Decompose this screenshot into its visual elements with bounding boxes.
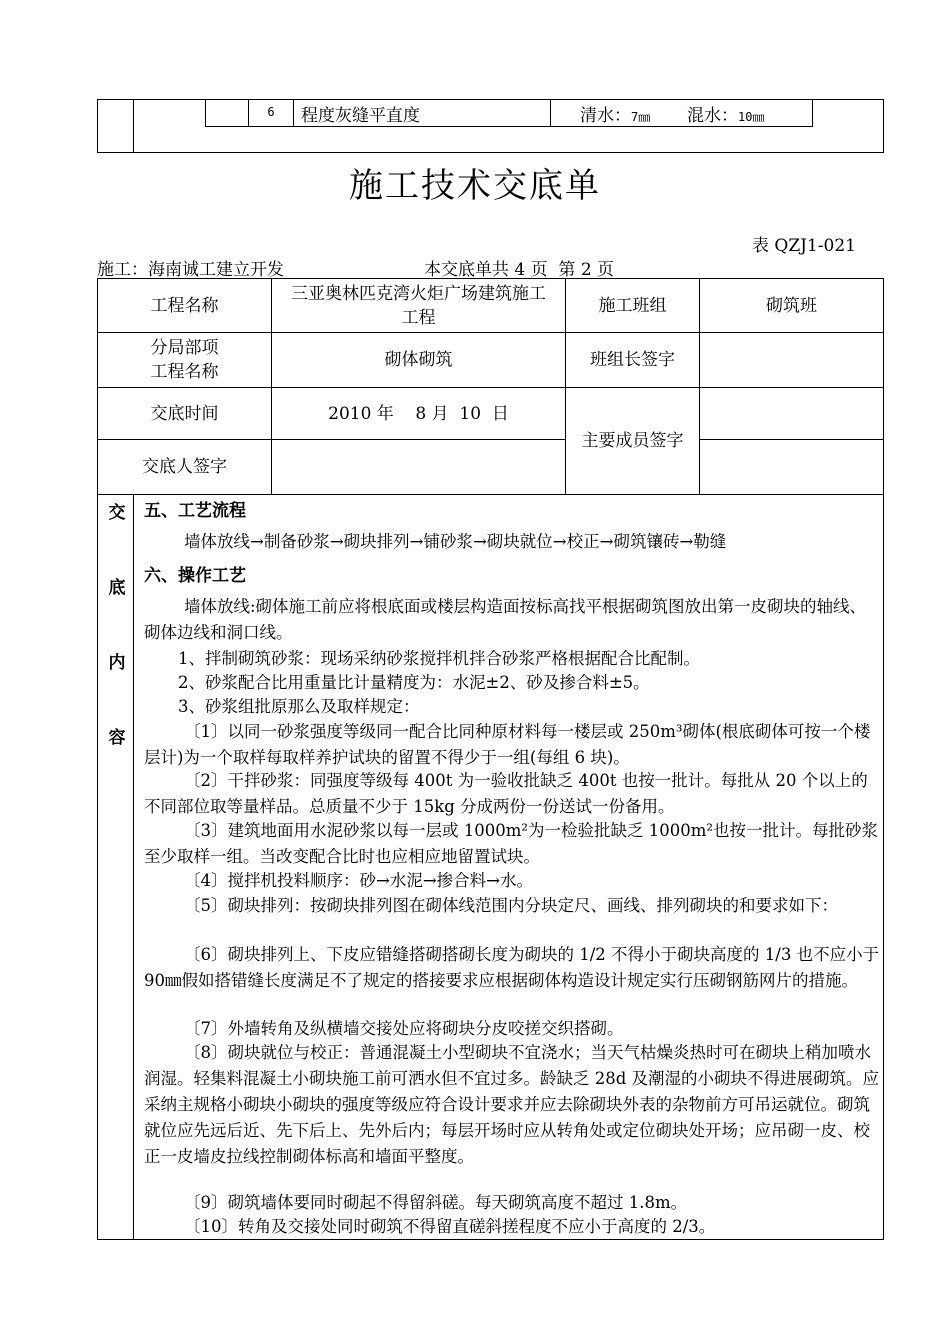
paragraph-12: 〔8〕砌块就位与校正：普通混凝土小型砌块不宜浇水；当天气枯燥炎热时可在砌块上稍加喷水润湿。轻集料混凝土小砌块施工前可洒水但不宜过多。龄缺乏 28d 及潮湿的小砌块不得进展砌筑。应采纳主规格小砌块小砌块的强度等级应符合设计要求并应去除砌块外表的杂物前方可吊运就位。砌筑就位应先远后近、先下后上、先外后内；每层开场时应从转角处或定位砌块处开场；应吊砌一皮、校正一皮墙皮拉线控制砌体标高和墙面平整度。	[144, 1043, 880, 1166]
paragraph-11: 〔7〕外墙转角及纵横墙交接处应将砌块分皮咬搓交织搭砌。	[184, 1019, 624, 1038]
clear-value: 7㎜	[631, 110, 651, 124]
top-item-number: 6	[267, 105, 275, 119]
paragraph-5: 〔1〕以同一砂浆强度等级同一配合比同种原材料每一楼层或 250m³砌体(根底砌体可按一个楼层计)为一个取样每取样养护试块的留置不得少于一组(每组 6 块)。	[144, 722, 871, 767]
top-item-values	[580, 101, 765, 126]
paragraph-13: 〔9〕砌筑墙体要同时砌起不得留斜磋。每天砌筑高度不超过 1.8m。	[184, 1193, 688, 1212]
section-heading-6: 六、操作工艺	[144, 566, 246, 586]
sub-label-line-2: 工程名称	[150, 362, 219, 382]
paragraph-14: 〔10〕转角及交接处同时砌筑不得留直磋斜搓程度不应小于高度的 2/3。	[184, 1217, 716, 1236]
mixed-label: 混水：	[687, 106, 739, 126]
time-value: 2010 年 8 月 10 日	[271, 387, 566, 440]
paragraph-8: 〔4〕搅拌机投料顺序：砂→水泥→掺合料→水。	[184, 871, 533, 890]
members-sign-field-1[interactable]	[699, 387, 884, 440]
content-side-divider	[133, 494, 134, 1240]
form-code: 表 QZJ1-021	[752, 236, 856, 256]
page-count: 本交底单共 4 页 第 2 页	[424, 260, 615, 280]
leader-sign-label: 班组长签字	[565, 332, 700, 388]
top-inner-div-b	[293, 99, 294, 127]
mixed-value: 10㎜	[738, 110, 765, 124]
sub-project-value: 砌体砌筑	[271, 332, 566, 388]
side-label-4: 容	[108, 728, 126, 748]
sub-project-label	[97, 332, 272, 388]
paragraph-1: 墙体放线:砌体施工前应将根底面或楼层构造面按标高找平根据砌筑图放出第一皮砌块的轴线、砌体边线和洞口线。	[144, 597, 867, 642]
paragraph-7: 〔3〕建筑地面用水泥砂浆以每一层或 1000m²为一检验批缺乏 1000m²也按一批计。每批砂浆至少取样一组。当改变配合比时也应相应地留置试块。	[144, 821, 878, 866]
person-sign-label: 交底人签字	[97, 439, 272, 495]
side-label-2: 底	[108, 578, 126, 598]
time-label: 交底时间	[97, 387, 272, 440]
construction-company: 施工：海南诚工建立开发	[97, 260, 284, 280]
paragraph-4: 3、砂浆组批原那么及取样规定：	[178, 697, 420, 716]
side-label-1: 交	[108, 503, 126, 523]
team-label: 施工班组	[565, 278, 700, 333]
side-label-3: 内	[108, 653, 126, 673]
leader-sign-field[interactable]	[699, 332, 884, 388]
process-flow: 墙体放线→制备砂浆→砌块排列→铺砂浆→砌块就位→校正→砌筑镶砖→勒缝	[184, 532, 727, 551]
page-title: 施工技术交底单	[349, 166, 601, 206]
sub-label-line-1: 分局部项	[150, 338, 219, 358]
paragraph-10: 〔6〕砌块排列上、下皮应错缝搭砌搭砌长度为砌块的 1/2 不得小于砌块高度的 1/3 也不应小于 90㎜假如搭错缝长度满足不了规定的搭接要求应根据砌体构造设计规定实行压砌钢筋网片的措施。	[144, 945, 880, 990]
top-fragment-divider-1	[133, 99, 134, 153]
paragraph-9: 〔5〕砌块排列：按砌块排列图在砌体线范围内分块定尺、画线、排列砌块的和要求如下：	[184, 896, 838, 915]
project-name-label: 工程名称	[97, 278, 272, 333]
top-inner-div-c	[550, 99, 551, 127]
team-value: 砌筑班	[699, 278, 884, 333]
top-item-name: 程度灰缝平直度	[301, 106, 420, 126]
members-sign-field-2[interactable]	[699, 439, 884, 495]
section-heading-5: 五、工艺流程	[144, 501, 246, 521]
project-name-value: 三亚奥林匹克湾火炬广场建筑施工工程	[271, 278, 566, 333]
person-sign-field[interactable]	[271, 439, 566, 495]
paragraph-6: 〔2〕干拌砂浆：同强度等级每 400t 为一验收批缺乏 400t 也按一批计。每批从 20 个以上的不同部位取等量样品。总质量不少于 15kg 分成两份一份送试一份备用。	[144, 771, 868, 816]
paragraph-3: 2、砂浆配合比用重量比计量精度为：水泥±2、砂及掺合料±5。	[178, 673, 650, 692]
paragraph-2: 1、拌制砌筑砂浆：现场采纳砂浆搅拌机拌合砂浆严格根据配合比配制。	[178, 649, 700, 668]
clear-label: 清水：	[580, 106, 631, 126]
members-sign-label: 主要成员签字	[565, 387, 700, 495]
